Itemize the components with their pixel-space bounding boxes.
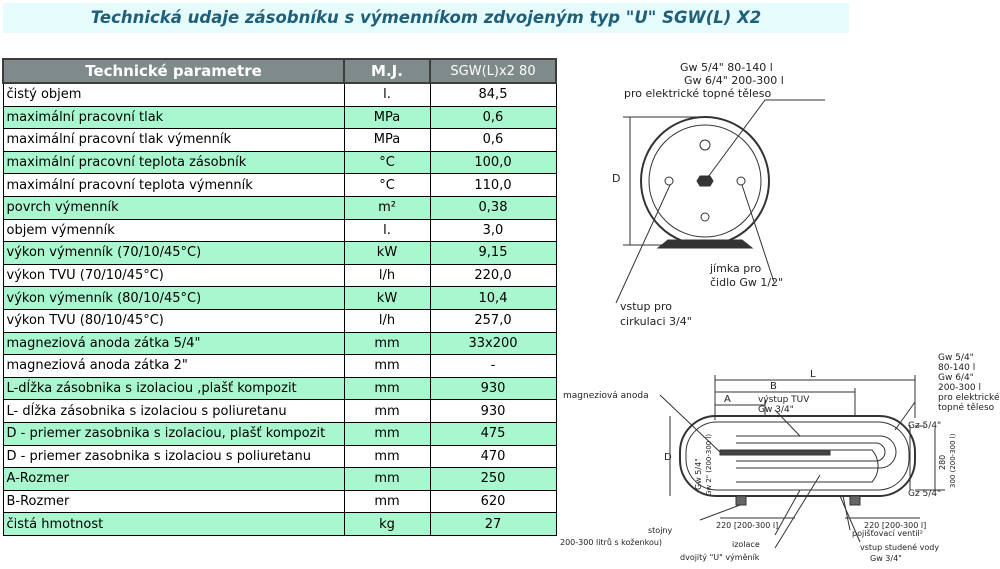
value-cell: 250 <box>430 468 556 491</box>
table-row <box>3 151 556 174</box>
param-cell: L-dĺžka zásobnika s izolaciou ,plašť kompozit <box>3 377 344 400</box>
header-unit: M.J. <box>344 59 430 83</box>
unit-cell: kW <box>344 287 430 310</box>
value-cell: 620 <box>430 490 556 513</box>
side-label-anode: magneziová anoda <box>563 391 649 401</box>
value-cell: 110,0 <box>430 174 556 197</box>
param-cell: B-Rozmer <box>3 490 344 513</box>
unit-cell: mm <box>344 377 430 400</box>
side-label-tuv-1: výstup TUV <box>758 395 810 405</box>
value-cell: - <box>430 355 556 378</box>
param-cell: D - priemer zasobnika s izolaciou, plašť kompozit <box>3 422 344 445</box>
unit-cell: mm <box>344 445 430 468</box>
side-label-heater-4: 200-300 l <box>938 383 981 393</box>
param-cell: povrch výmenník <box>3 196 344 219</box>
value-cell: 33x200 <box>430 332 556 355</box>
value-cell: 470 <box>430 445 556 468</box>
unit-cell: MPa <box>344 129 430 152</box>
param-cell: čistý objem <box>3 83 344 106</box>
front-label-sensor-1: jímka pro <box>710 262 762 275</box>
technical-drawing <box>560 50 1000 565</box>
side-label-stand-1: stojny <box>648 526 673 535</box>
unit-cell: mm <box>344 400 430 423</box>
param-cell: výkon výmenník (70/10/45°C) <box>3 242 344 265</box>
unit-cell: kW <box>344 242 430 265</box>
param-cell: čistá hmotnost <box>3 513 344 536</box>
unit-cell: l/h <box>344 309 430 332</box>
side-label-220-right: 220 [200-300 l] <box>864 521 927 530</box>
value-cell: 475 <box>430 422 556 445</box>
side-label-b: B <box>770 381 777 392</box>
table-row <box>3 400 556 423</box>
side-label-l: L <box>810 369 816 380</box>
port-right <box>737 177 745 185</box>
param-cell: maximální pracovní tlak výmenník <box>3 129 344 152</box>
table-header-row <box>3 59 556 83</box>
unit-cell: l. <box>344 83 430 106</box>
table-row <box>3 513 556 536</box>
param-cell: maximální pracovní teplota výmenník <box>3 174 344 197</box>
table-row <box>3 264 556 287</box>
table-row <box>3 490 556 513</box>
unit-cell: mm <box>344 422 430 445</box>
table-row <box>3 422 556 445</box>
leader-exchanger <box>775 475 820 548</box>
unit-cell: °C <box>344 174 430 197</box>
leader-valve <box>843 496 850 530</box>
front-label-circ-2: cirkulaci 3/4" <box>620 315 692 328</box>
side-label-heater-6: topné těleso <box>938 403 995 413</box>
param-cell: výkon TVU (80/10/45°C) <box>3 309 344 332</box>
param-cell: maximální pracovní tlak <box>3 106 344 129</box>
unit-cell: MPa <box>344 106 430 129</box>
leader-circulation <box>616 185 670 303</box>
side-label-220-left: 220 [200-300 l] <box>716 521 779 530</box>
unit-cell: °C <box>344 151 430 174</box>
table-row <box>3 445 556 468</box>
side-label-tuv-2: Gw 3/4" <box>758 405 794 415</box>
table-row <box>3 106 556 129</box>
side-label-stand-2: 200-300 litrů s koženkou) <box>560 538 663 547</box>
table-row <box>3 219 556 242</box>
stand-right <box>850 496 860 505</box>
value-cell: 0,38 <box>430 196 556 219</box>
port-bottom <box>701 213 709 221</box>
side-label-300: 300 (200-300 l) <box>949 433 957 488</box>
value-cell: 0,6 <box>430 106 556 129</box>
side-label-heater-5: pro elektrické <box>938 393 1000 403</box>
side-label-cold-2: Gw 3/4" <box>870 554 902 563</box>
unit-cell: mm <box>344 332 430 355</box>
param-cell: výkon výmenník (80/10/45°C) <box>3 287 344 310</box>
table-row <box>3 309 556 332</box>
side-label-cold-1: vstup studené vody <box>860 543 940 552</box>
side-label-heater-2: 80-140 l <box>938 363 976 373</box>
port-left <box>665 177 673 185</box>
heater-flange <box>697 176 713 186</box>
header-value: SGW(L)x2 80 <box>430 59 556 83</box>
unit-cell: l/h <box>344 264 430 287</box>
table-row <box>3 355 556 378</box>
param-cell: výkon TVU (70/10/45°C) <box>3 264 344 287</box>
title-bar <box>3 3 849 33</box>
table-row <box>3 174 556 197</box>
table-row <box>3 196 556 219</box>
value-cell: 3,0 <box>430 219 556 242</box>
value-cell: 84,5 <box>430 83 556 106</box>
side-label-gw54: Gw 5/4" <box>694 458 703 490</box>
unit-cell: m² <box>344 196 430 219</box>
value-cell: 220,0 <box>430 264 556 287</box>
side-label-valve: pojišťovací ventil² <box>852 529 923 538</box>
value-cell: 257,0 <box>430 309 556 332</box>
unit-cell: mm <box>344 490 430 513</box>
page-title: Technická udaje zásobníku s výmenníkom zdvojeným typ "U" SGW(L) X2 <box>90 8 762 27</box>
param-cell: objem výmenník <box>3 219 344 242</box>
front-label-circ-1: vstup pro <box>620 300 672 313</box>
unit-cell: mm <box>344 355 430 378</box>
spec-table <box>2 58 557 536</box>
param-cell: D - priemer zasobnika s izolaciou s poliuretanu <box>3 445 344 468</box>
stand-feet <box>658 240 752 248</box>
side-label-a: A <box>724 394 731 405</box>
unit-cell: l. <box>344 219 430 242</box>
table-row <box>3 83 556 106</box>
tank-body <box>680 416 915 496</box>
unit-cell: mm <box>344 468 430 491</box>
table-row <box>3 287 556 310</box>
param-cell: L- dĺžka zásobnika s izolaciou s poliuretanu <box>3 400 344 423</box>
value-cell: 27 <box>430 513 556 536</box>
value-cell: 930 <box>430 377 556 400</box>
side-label-exchanger: dvojitý "U" výměník <box>680 553 760 562</box>
param-cell: magneziová anoda zátka 5/4" <box>3 332 344 355</box>
table-row <box>3 377 556 400</box>
table-row <box>3 468 556 491</box>
side-label-gz-top: Gz 5/4" <box>908 421 942 431</box>
front-label-heater-3: pro elektrické topné těleso <box>624 87 772 100</box>
table-row <box>3 242 556 265</box>
value-cell: 10,4 <box>430 287 556 310</box>
front-label-heater-2: Gw 6/4" 200-300 l <box>684 74 784 87</box>
param-cell: A-Rozmer <box>3 468 344 491</box>
value-cell: 0,6 <box>430 129 556 152</box>
side-label-gw2: Gw 2" (200-300 l) <box>705 433 713 496</box>
param-cell: magneziová anoda zátka 2" <box>3 355 344 378</box>
side-label-insulation: izolace <box>732 540 760 549</box>
table-row <box>3 332 556 355</box>
side-label-heater-1: Gw 5/4" <box>938 353 974 363</box>
stand-left <box>736 496 746 505</box>
table-row <box>3 129 556 152</box>
anode-rod <box>720 450 830 455</box>
side-label-gz-bottom: Gz 5/4" <box>908 489 942 499</box>
param-cell: maximální pracovní teplota zásobník <box>3 151 344 174</box>
value-cell: 100,0 <box>430 151 556 174</box>
value-cell: 9,15 <box>430 242 556 265</box>
side-label-heater-3: Gw 6/4" <box>938 373 974 383</box>
front-label-sensor-2: čidlo Gw 1/2" <box>710 276 784 289</box>
side-label-280: 280 <box>938 454 947 470</box>
value-cell: 930 <box>430 400 556 423</box>
front-label-d: D <box>612 172 621 185</box>
header-parameter: Technické parametre <box>3 59 344 83</box>
front-label-heater-1: Gw 5/4" 80-140 l <box>680 61 773 74</box>
sensor-port-top <box>700 140 710 150</box>
unit-cell: kg <box>344 513 430 536</box>
side-label-d: D <box>664 452 672 463</box>
